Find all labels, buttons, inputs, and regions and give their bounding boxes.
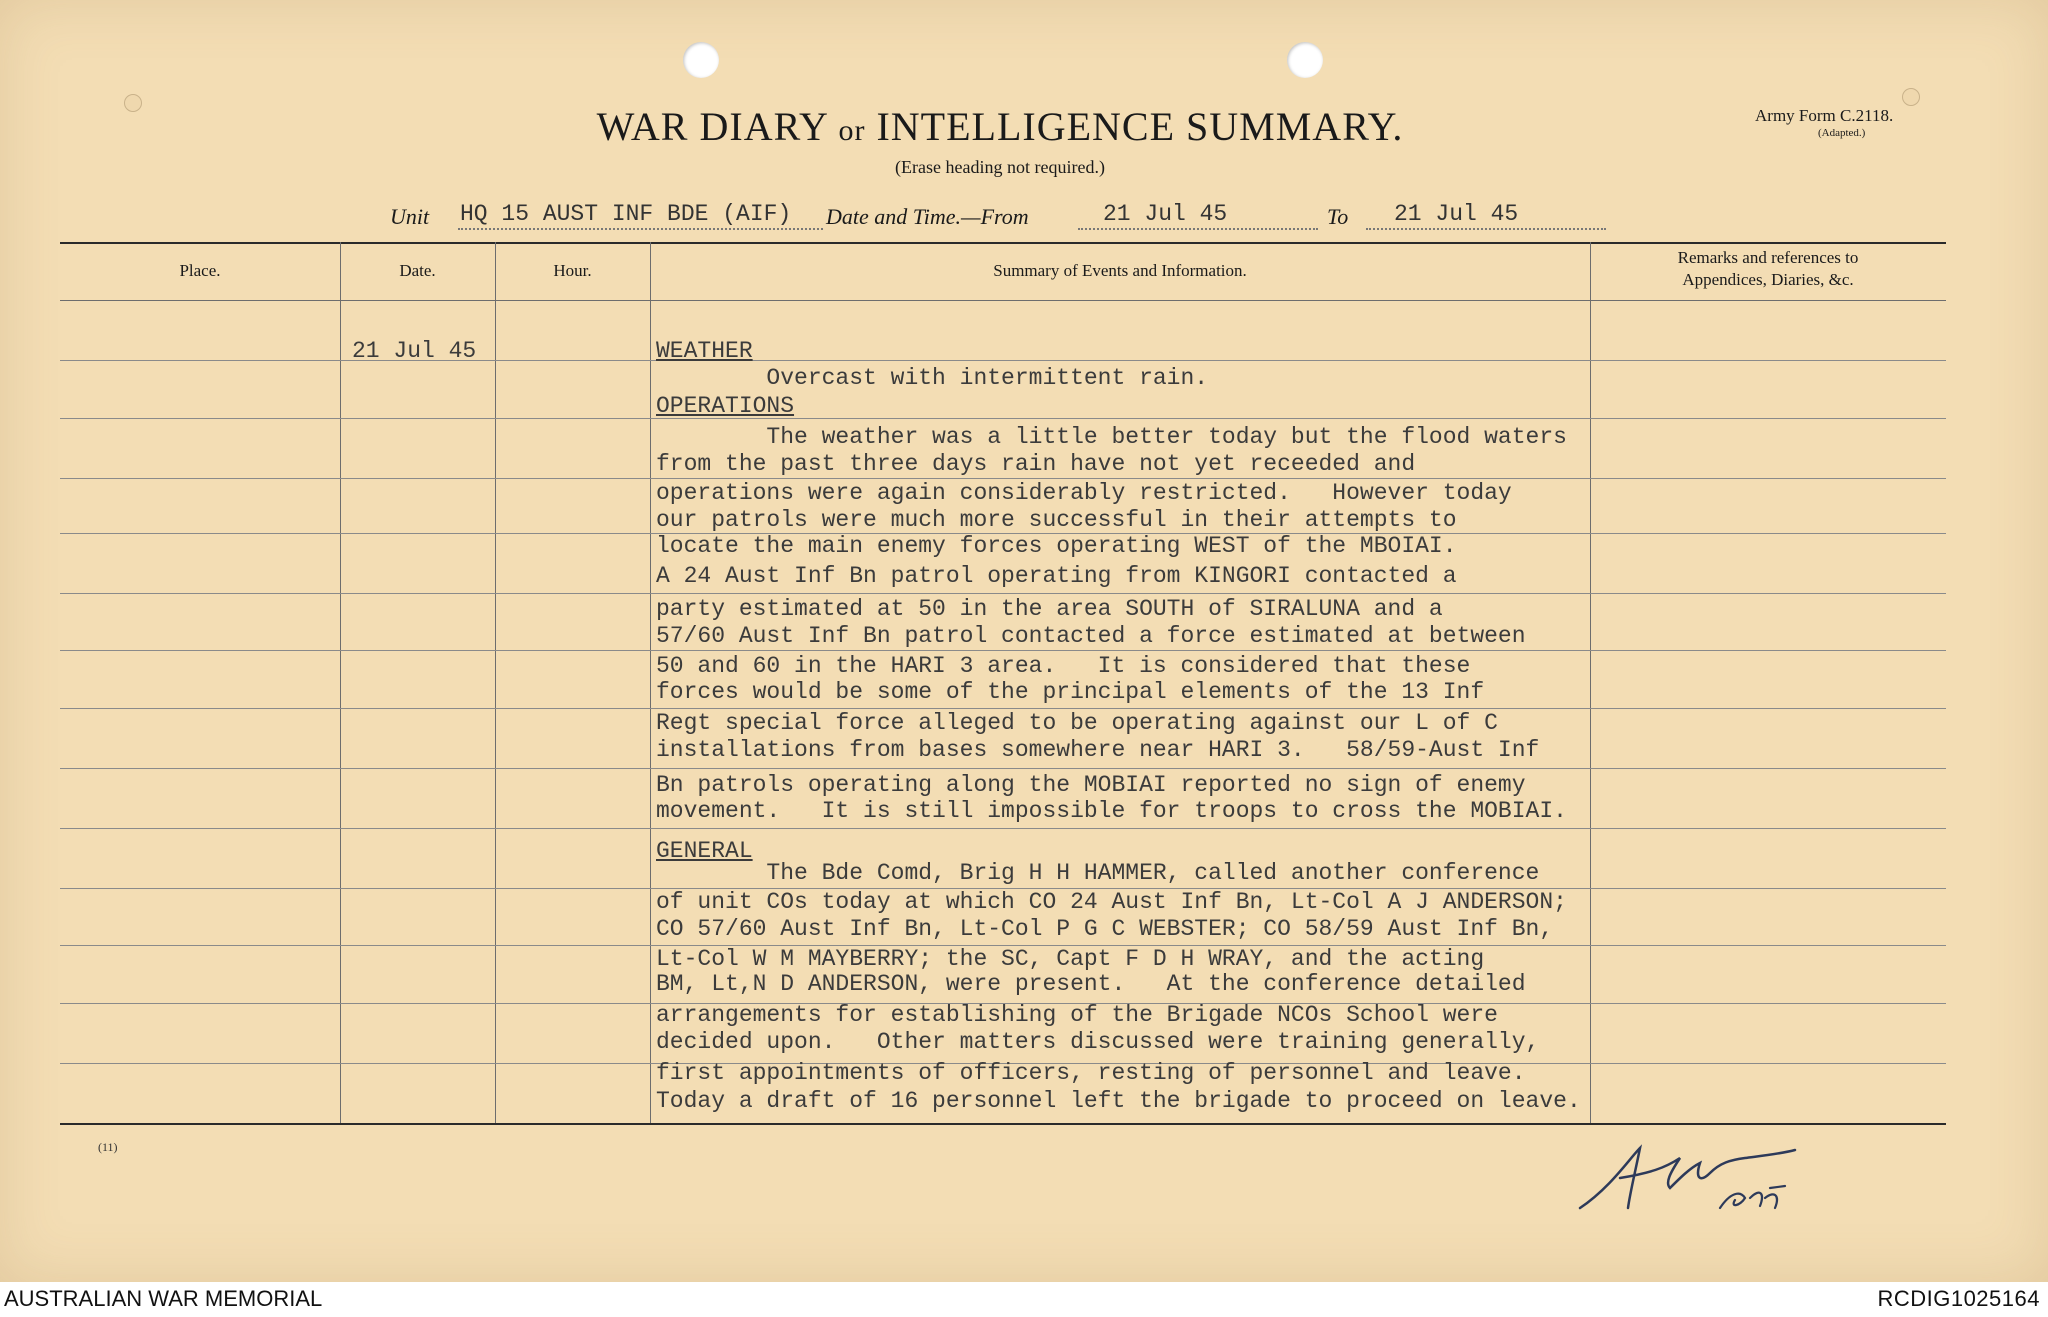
title-war-diary: WAR DIARY — [596, 104, 828, 149]
row-rule — [60, 478, 1946, 479]
summary-line: of unit COs today at which CO 24 Aust Inf Bn, Lt-Col A J ANDERSON; — [656, 889, 1567, 915]
header-remarks-1: Remarks and references to — [1677, 248, 1859, 267]
table-bottom-border — [60, 1123, 1946, 1125]
unit-value: HQ 15 AUST INF BDE (AIF) — [460, 201, 792, 227]
summary-line: The weather was a little better today but the flood waters — [656, 424, 1567, 450]
summary-line: CO 57/60 Aust Inf Bn, Lt-Col P G C WEBSTER; CO 58/59 Aust Inf Bn, — [656, 916, 1554, 942]
summary-line: decided upon. Other matters discussed were training generally, — [656, 1029, 1540, 1055]
summary-line: 57/60 Aust Inf Bn patrol contacted a force estimated at between — [656, 623, 1526, 649]
header-remarks-2: Appendices, Diaries, &c. — [1682, 270, 1854, 289]
header-date: Date. — [399, 261, 436, 280]
form-title — [0, 103, 2000, 150]
summary-line: Regt special force alleged to be operating against our L of C — [656, 710, 1498, 736]
from-dotline — [1078, 228, 1318, 230]
row-rule — [60, 593, 1946, 594]
summary-line: 50 and 60 in the HARI 3 area. It is considered that these — [656, 653, 1471, 679]
col-divider-date — [495, 242, 496, 1123]
table-top-border — [60, 242, 1946, 244]
summary-line: A 24 Aust Inf Bn patrol operating from KINGORI contacted a — [656, 563, 1457, 589]
summary-line: our patrols were much more successful in their attempts to — [656, 507, 1457, 533]
row-rule — [60, 650, 1946, 651]
footer-record-id: RCDIG1025164 — [1877, 1286, 2040, 1311]
row-rule — [60, 360, 1946, 361]
summary-line: from the past three days rain have not yet receeded and — [656, 451, 1416, 477]
date-time-label: Date and Time.—From — [826, 204, 1029, 229]
row-rule — [60, 828, 1946, 829]
row-rule — [60, 708, 1946, 709]
summary-line: locate the main enemy forces operating WEST of the MBOIAI. — [656, 533, 1457, 559]
footer-institution: AUSTRALIAN WAR MEMORIAL — [4, 1286, 323, 1311]
col-divider-hour — [650, 242, 651, 1123]
date-entry: 21 Jul 45 — [352, 338, 477, 364]
to-value: 21 Jul 45 — [1394, 201, 1519, 227]
summary-line: installations from bases somewhere near HARI 3. 58/59-Aust Inf — [656, 737, 1540, 763]
summary-line: operations were again considerably restricted. However today — [656, 480, 1512, 506]
col-divider-summary — [1590, 242, 1591, 1123]
header-hour: Hour. — [553, 261, 592, 280]
unit-label: Unit — [390, 204, 430, 229]
army-form-number: Army Form C.2118. — [1755, 106, 1894, 125]
army-form-adapted: (Adapted.) — [1818, 127, 1866, 139]
unit-dotline — [458, 228, 823, 230]
punch-hole-left — [683, 42, 719, 78]
title-or: or — [838, 114, 866, 147]
summary-line: party estimated at 50 in the area SOUTH of SIRALUNA and a — [656, 596, 1443, 622]
punch-hole-right — [1287, 42, 1323, 78]
header-place: Place. — [179, 261, 221, 280]
to-label: To — [1327, 204, 1349, 229]
summary-line: Today a draft of 16 personnel left the brigade to proceed on leave. — [656, 1088, 1581, 1114]
form-subtitle: (Erase heading not required.) — [895, 157, 1105, 177]
summary-line: arrangements for establishing of the Brigade NCOs School were — [656, 1002, 1498, 1028]
summary-line: movement. It is still impossible for troops to cross the MOBIAI. — [656, 798, 1567, 824]
from-value: 21 Jul 45 — [1103, 201, 1228, 227]
summary-line: Overcast with intermittent rain. — [656, 365, 1209, 391]
summary-line: forces would be some of the principal elements of the 13 Inf — [656, 679, 1485, 705]
summary-line: first appointments of officers, resting of personnel and leave. — [656, 1060, 1526, 1086]
row-rule — [60, 418, 1946, 419]
signature-image — [1570, 1128, 1810, 1228]
header-summary: Summary of Events and Information. — [993, 261, 1247, 280]
col-divider-place — [340, 242, 341, 1123]
to-dotline — [1366, 228, 1606, 230]
title-intelligence-summary: INTELLIGENCE SUMMARY. — [876, 104, 1404, 149]
header-bottom-border — [60, 300, 1946, 301]
summary-line: Lt-Col W M MAYBERRY; the SC, Capt F D H WRAY, and the acting — [656, 946, 1485, 972]
summary-line: OPERATIONS — [656, 393, 795, 419]
summary-line: The Bde Comd, Brig H H HAMMER, called another conference — [656, 860, 1540, 886]
summary-line: GENERAL — [656, 838, 753, 864]
row-rule — [60, 768, 1946, 769]
summary-line: Bn patrols operating along the MOBIAI reported no sign of enemy — [656, 772, 1526, 798]
form-serial: (11) — [98, 1140, 118, 1154]
summary-line: BM, Lt,N D ANDERSON, were present. At the conference detailed — [656, 971, 1526, 997]
summary-line: WEATHER — [656, 338, 753, 364]
